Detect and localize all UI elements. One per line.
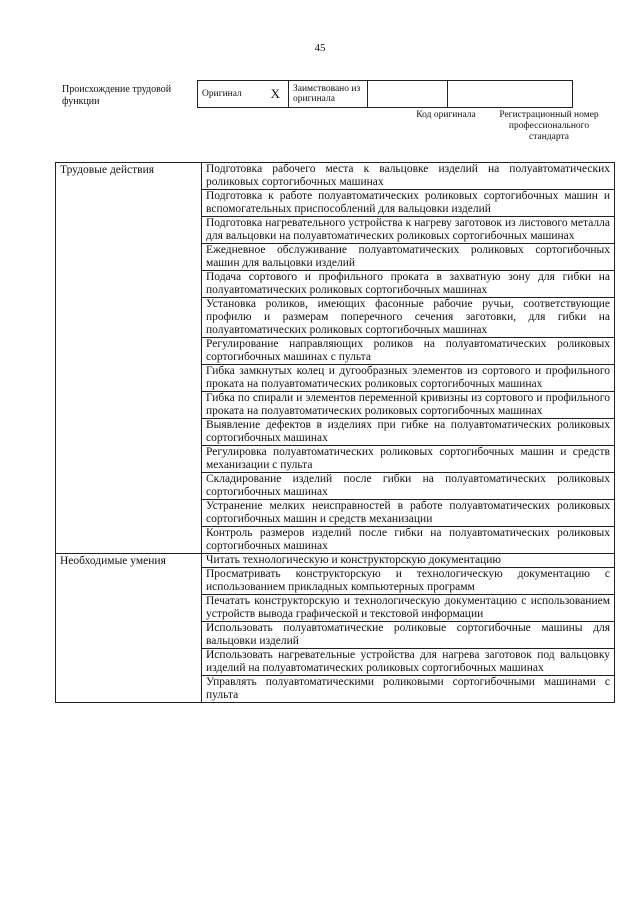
page-number: 45: [314, 42, 326, 54]
origin-reg-cell: [448, 81, 573, 108]
origin-borrowed-cell: Заимствовано из оригинала: [289, 81, 368, 108]
registration-number-label: Регистрационный номер профессионального стандарта: [499, 110, 599, 142]
section-label: Необходимые умения: [56, 554, 202, 703]
table-cell-item: Устранение мелких неисправностей в работе полуавтоматических роликовых сортогибочных машин и средств механизации: [202, 500, 615, 527]
origin-original-label: Оригинал: [202, 89, 242, 99]
origin-label: Происхождение трудовой функции: [62, 84, 172, 107]
origin-code-cell: [368, 81, 448, 108]
table-cell-item: Складирование изделий после гибки на полуавтоматических роликовых сортогибочных машинах: [202, 473, 615, 500]
origin-original-cell: [198, 81, 289, 108]
table-cell-item: Гибка по спирали и элементов переменной кривизны из сортового и профильного проката на полуавтоматических роликовых сортогибочных машинах: [202, 392, 615, 419]
table-cell-item: Контроль размеров изделий после гибки на полуавтоматических роликовых сортогибочных машинах: [202, 527, 615, 554]
table-cell-item: Управлять полуавтоматическими роликовыми сортогибочными машинами с пульта: [202, 676, 615, 703]
table-cell-item: Печатать конструкторскую и технологическую документацию с использованием устройств вывода графической и текстовой информации: [202, 595, 615, 622]
table-cell-item: Выявление дефектов в изделиях при гибке на полуавтоматических роликовых сортогибочных машинах: [202, 419, 615, 446]
table-cell-item: Подготовка нагревательного устройства к нагреву заготовок из листового металла для вальцовки на полуавтоматических роликовых сортогибочных машинах: [202, 217, 615, 244]
table-cell-item: Просматривать конструкторскую и технологическую документацию с использованием прикладных компьютерных программ: [202, 568, 615, 595]
table-cell-item: Использовать полуавтоматические роликовые сортогибочные машины для вальцовки изделий: [202, 622, 615, 649]
table-cell-item: Использовать нагревательные устройства для нагрева заготовок под вальцовку изделий на полуавтоматических роликовых сортогибочных машинах: [202, 649, 615, 676]
table-cell-item: Подготовка рабочего места к вальцовке изделий на полуавтоматических роликовых сортогибочных машинах: [202, 163, 615, 190]
table-cell-item: Гибка замкнутых колец и дугообразных элементов из сортового и профильного проката на полуавтоматических роликовых сортогибочных машинах: [202, 365, 615, 392]
table-cell-item: Регулировка полуавтоматических роликовых сортогибочных машин и средств механизации с пульта: [202, 446, 615, 473]
origin-table: [197, 80, 573, 108]
table-row: [56, 163, 615, 190]
code-original-label: Код оригинала: [416, 110, 476, 120]
table-cell-item: Подготовка к работе полуавтоматических роликовых сортогибочных машин и вспомогательных приспособлений для вальцовки изделий: [202, 190, 615, 217]
functions-table: [55, 162, 615, 703]
origin-mark: X: [270, 86, 280, 101]
table-cell-item: Ежедневное обслуживание полуавтоматических роликовых сортогибочных машин для вальцовки изделий: [202, 244, 615, 271]
table-cell-item: Регулирование направляющих роликов на полуавтоматических роликовых сортогибочных машинах с пульта: [202, 338, 615, 365]
table-cell-item: Установка роликов, имеющих фасонные рабочие ручьи, соответствующие профилю и размерам поперечного сечения заготовки, для гибки на полуавтоматических роликовых сортогибочных машинах: [202, 298, 615, 338]
section-label: Трудовые действия: [56, 163, 202, 554]
table-cell-item: Читать технологическую и конструкторскую документацию: [202, 554, 615, 568]
table-cell-item: Подача сортового и профильного проката в захватную зону для гибки на полуавтоматических роликовых сортогибочных машинах: [202, 271, 615, 298]
table-row: [56, 554, 615, 568]
